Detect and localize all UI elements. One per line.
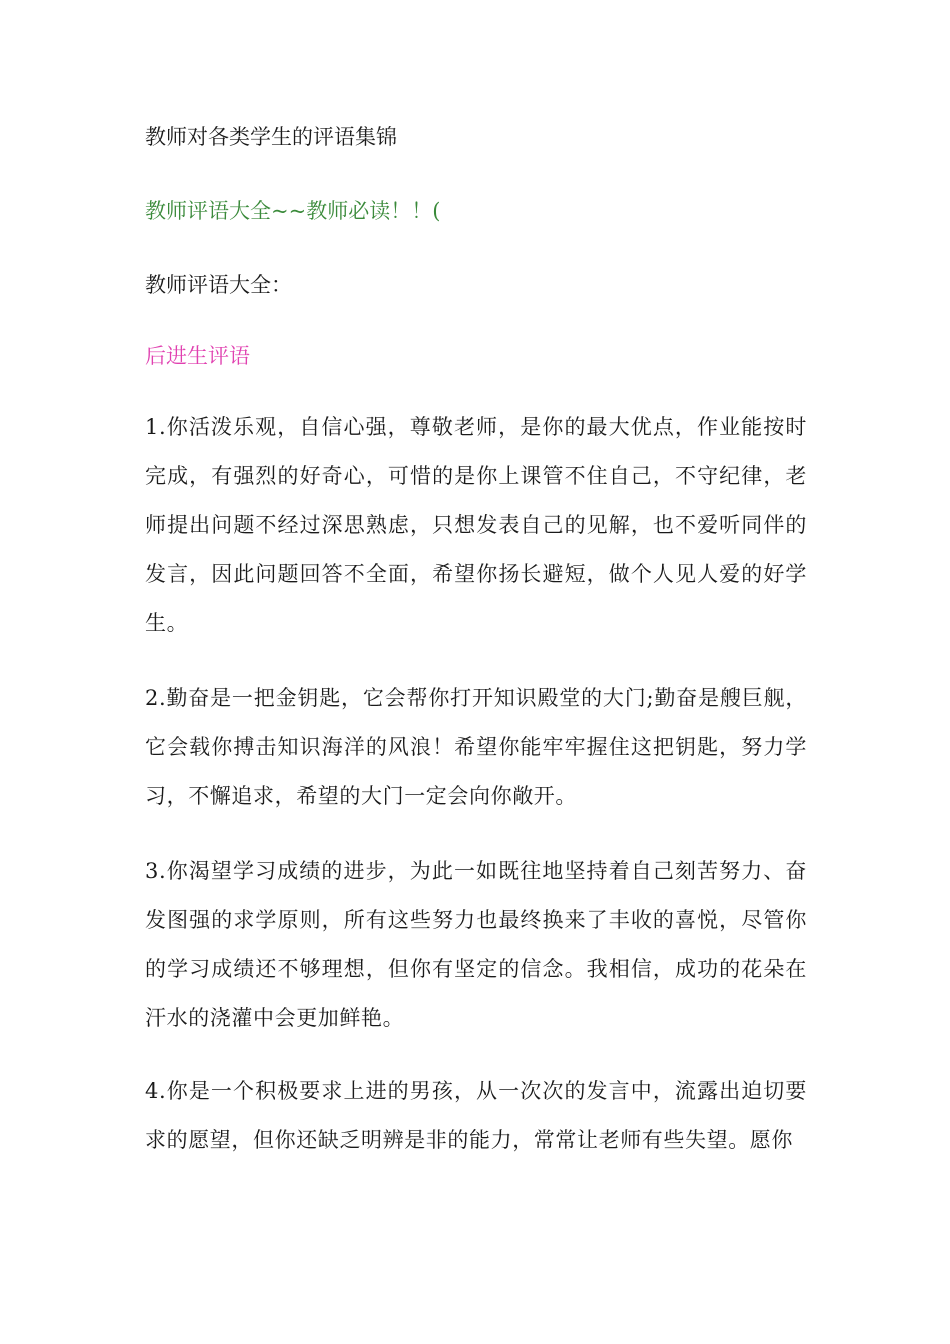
comment-paragraph-4: 4.你是一个积极要求上进的男孩，从一次次的发言中，流露出迫切要求的愿望，但你还缺乏明辨是非的能力，常常让老师有些失望。愿你 — [145, 1079, 807, 1152]
section-heading: 后进生评语 — [145, 344, 250, 368]
comment-paragraph-3: 3.你渴望学习成绩的进步，为此一如既往地坚持着自己刻苦努力、奋发图强的求学原则，所有这些努力也最终换来了丰收的喜悦，尽管你的学习成绩还不够理想，但你有坚定的信念。我相信，成功的花朵在汗水的浇灌中会更加鲜艳。 — [145, 859, 807, 1030]
intro-label: 教师评语大全： — [145, 273, 292, 297]
document-subtitle: 教师评语大全~~教师必读！！( — [145, 199, 441, 223]
comment-paragraph-2: 2.勤奋是一把金钥匙，它会帮你打开知识殿堂的大门;勤奋是艘巨舰，它会载你搏击知识海洋的风浪！希望你能牢牢握住这把钥匙，努力学习，不懈追求，希望的大门一定会向你敞开。 — [145, 686, 807, 808]
comment-paragraph-1: 1.你活泼乐观，自信心强，尊敬老师，是你的最大优点，作业能按时完成，有强烈的好奇心，可惜的是你上课管不住自己，不守纪律，老师提出问题不经过深思熟虑，只想发表自己的见解，也不爱听同伴的发言，因此问题回答不全面，希望你扬长避短，做个人见人爱的好学生。 — [145, 415, 807, 635]
document-title: 教师对各类学生的评语集锦 — [145, 125, 397, 149]
